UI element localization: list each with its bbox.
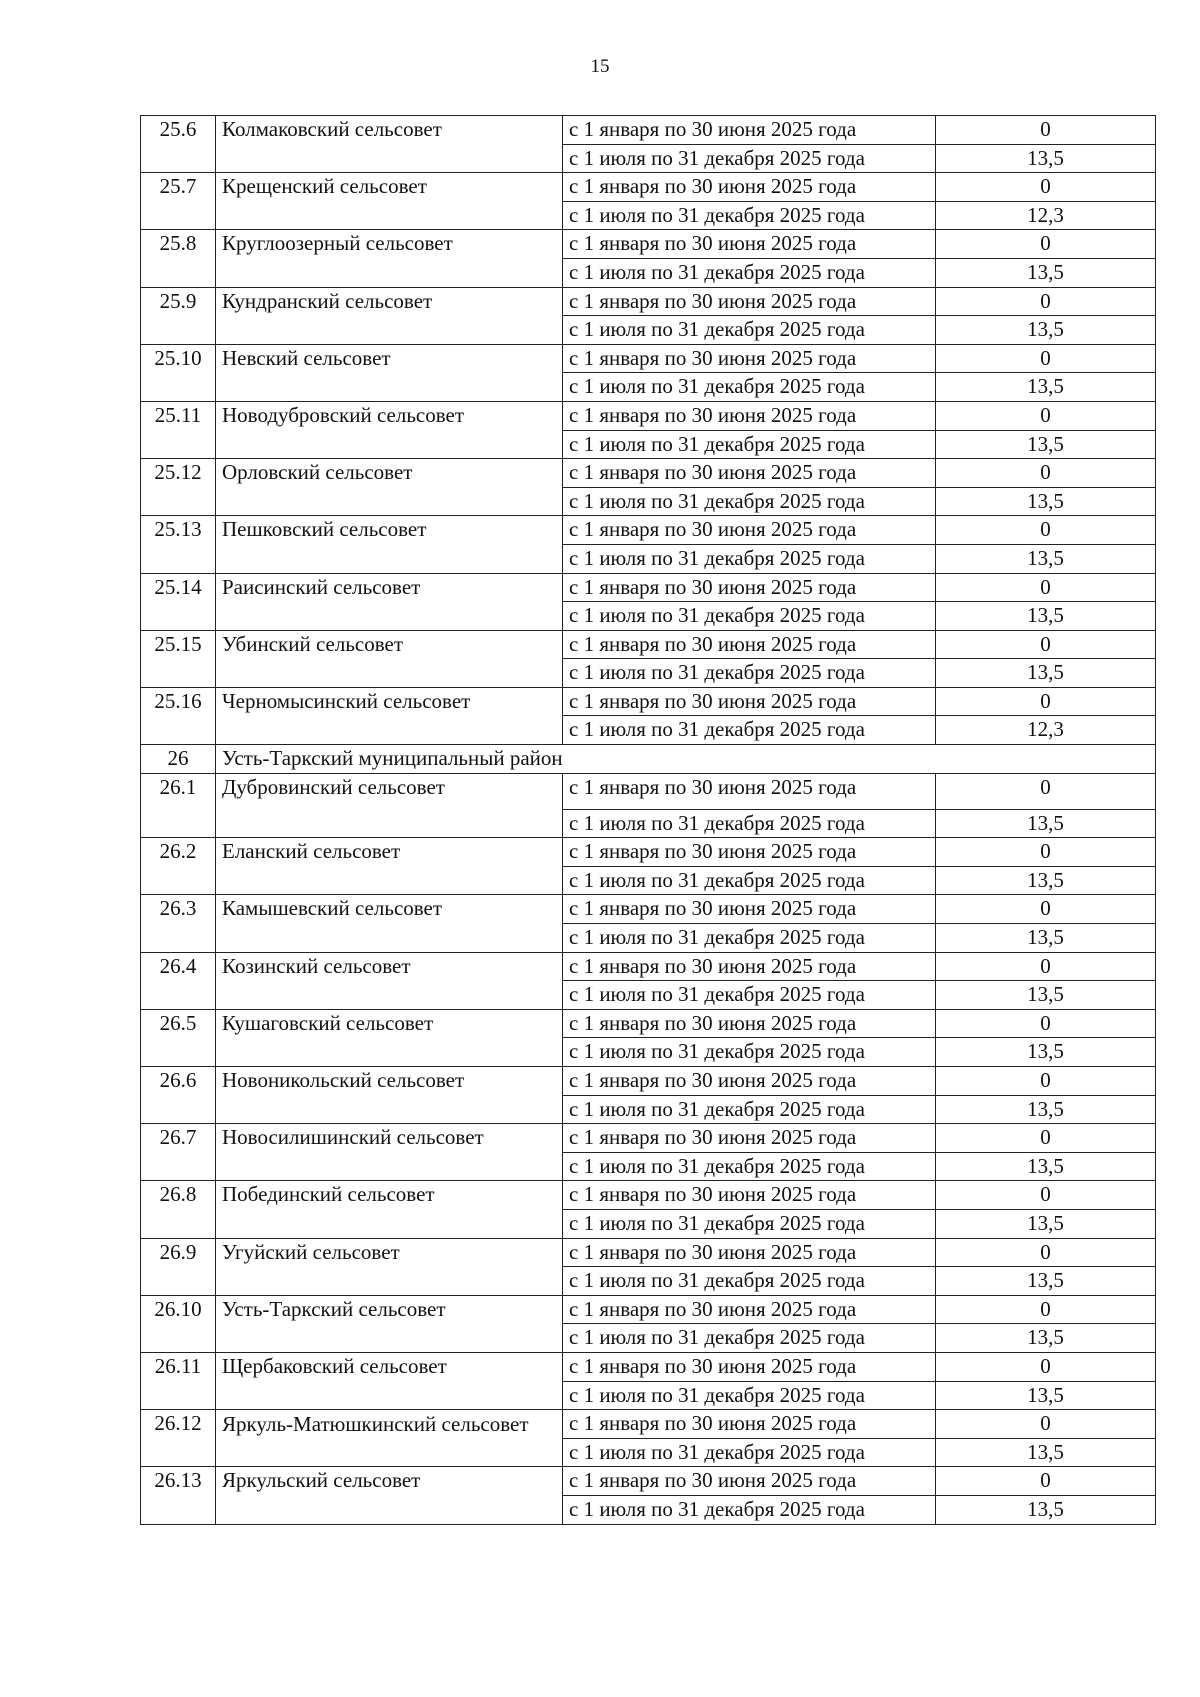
settlement-name: Дубровинский сельсовет [216, 773, 563, 838]
period-second-half: с 1 июля по 31 декабря 2025 года [563, 1267, 936, 1296]
period-second-half: с 1 июля по 31 декабря 2025 года [563, 981, 936, 1010]
period-second-half: с 1 июля по 31 декабря 2025 года [563, 659, 936, 688]
period-second-half: с 1 июля по 31 декабря 2025 года [563, 487, 936, 516]
settlement-name: Еланский сельсовет [216, 838, 563, 895]
table-body [141, 116, 1156, 1525]
period-second-half: с 1 июля по 31 декабря 2025 года [563, 866, 936, 895]
row-number: 25.9 [141, 287, 216, 344]
settlement-name: Крещенский сельсовет [216, 173, 563, 230]
period-first-half: с 1 января по 30 июня 2025 года [563, 838, 936, 867]
table-row [141, 1124, 1156, 1153]
district-number: 26 [141, 745, 216, 774]
value-second-half: 13,5 [936, 1038, 1156, 1067]
period-second-half: с 1 июля по 31 декабря 2025 года [563, 1209, 936, 1238]
settlement-name: Черномысинский сельсовет [216, 687, 563, 744]
period-second-half: с 1 июля по 31 декабря 2025 года [563, 316, 936, 345]
value-second-half: 13,5 [936, 1324, 1156, 1353]
district-row [141, 745, 1156, 774]
value-first-half: 0 [936, 573, 1156, 602]
period-second-half: с 1 июля по 31 декабря 2025 года [563, 602, 936, 631]
value-second-half: 13,5 [936, 1209, 1156, 1238]
settlement-name: Орловский сельсовет [216, 459, 563, 516]
row-number: 26.5 [141, 1009, 216, 1066]
period-first-half: с 1 января по 30 июня 2025 года [563, 173, 936, 202]
value-first-half: 0 [936, 401, 1156, 430]
period-first-half: с 1 января по 30 июня 2025 года [563, 401, 936, 430]
settlement-name: Новодубровский сельсовет [216, 401, 563, 458]
settlement-name: Новосилишинский сельсовет [216, 1124, 563, 1181]
row-number: 26.2 [141, 838, 216, 895]
settlement-name: Раисинский сельсовет [216, 573, 563, 630]
settlement-name: Невский сельсовет [216, 344, 563, 401]
period-first-half: с 1 января по 30 июня 2025 года [563, 952, 936, 981]
settlement-name: Круглоозерный сельсовет [216, 230, 563, 287]
value-first-half: 0 [936, 773, 1156, 809]
table-row [141, 173, 1156, 202]
settlement-name: Камышевский сельсовет [216, 895, 563, 952]
value-second-half: 13,5 [936, 1381, 1156, 1410]
row-number: 25.15 [141, 630, 216, 687]
value-second-half: 13,5 [936, 544, 1156, 573]
table-row [141, 1467, 1156, 1496]
row-number: 26.1 [141, 773, 216, 838]
table-row [141, 230, 1156, 259]
value-second-half: 13,5 [936, 144, 1156, 173]
value-first-half: 0 [936, 1410, 1156, 1439]
period-first-half: с 1 января по 30 июня 2025 года [563, 1295, 936, 1324]
value-first-half: 0 [936, 516, 1156, 545]
row-number: 25.14 [141, 573, 216, 630]
period-second-half: с 1 июля по 31 декабря 2025 года [563, 258, 936, 287]
period-second-half: с 1 июля по 31 декабря 2025 года [563, 144, 936, 173]
table-row [141, 344, 1156, 373]
value-first-half: 0 [936, 116, 1156, 145]
value-second-half: 12,3 [936, 201, 1156, 230]
table-row [141, 287, 1156, 316]
period-first-half: с 1 января по 30 июня 2025 года [563, 516, 936, 545]
period-second-half: с 1 июля по 31 декабря 2025 года [563, 544, 936, 573]
period-first-half: с 1 января по 30 июня 2025 года [563, 1124, 936, 1153]
value-second-half: 13,5 [936, 924, 1156, 953]
value-second-half: 13,5 [936, 1495, 1156, 1524]
value-first-half: 0 [936, 1467, 1156, 1496]
row-number: 26.10 [141, 1295, 216, 1352]
table-row [141, 773, 1156, 809]
period-first-half: с 1 января по 30 июня 2025 года [563, 1467, 936, 1496]
value-first-half: 0 [936, 630, 1156, 659]
period-first-half: с 1 января по 30 июня 2025 года [563, 1009, 936, 1038]
table-row [141, 687, 1156, 716]
value-first-half: 0 [936, 1295, 1156, 1324]
value-first-half: 0 [936, 287, 1156, 316]
row-number: 26.11 [141, 1352, 216, 1409]
period-first-half: с 1 января по 30 июня 2025 года [563, 773, 936, 809]
table-row [141, 1410, 1156, 1439]
period-first-half: с 1 января по 30 июня 2025 года [563, 1181, 936, 1210]
row-number: 26.4 [141, 952, 216, 1009]
row-number: 25.7 [141, 173, 216, 230]
row-number: 25.12 [141, 459, 216, 516]
table-row [141, 573, 1156, 602]
value-first-half: 0 [936, 1352, 1156, 1381]
value-first-half: 0 [936, 952, 1156, 981]
period-first-half: с 1 января по 30 июня 2025 года [563, 573, 936, 602]
value-first-half: 0 [936, 1238, 1156, 1267]
period-second-half: с 1 июля по 31 декабря 2025 года [563, 1438, 936, 1467]
value-second-half: 13,5 [936, 373, 1156, 402]
settlement-name: Новоникольский сельсовет [216, 1067, 563, 1124]
period-first-half: с 1 января по 30 июня 2025 года [563, 630, 936, 659]
value-first-half: 0 [936, 838, 1156, 867]
value-second-half: 13,5 [936, 316, 1156, 345]
row-number: 26.6 [141, 1067, 216, 1124]
value-second-half: 12,3 [936, 716, 1156, 745]
period-second-half: с 1 июля по 31 декабря 2025 года [563, 1495, 936, 1524]
value-first-half: 0 [936, 895, 1156, 924]
table-row [141, 1295, 1156, 1324]
table-row [141, 630, 1156, 659]
settlement-name: Побединский сельсовет [216, 1181, 563, 1238]
value-first-half: 0 [936, 1009, 1156, 1038]
settlement-name: Яркуль-Матюшкинский сельсовет [216, 1410, 563, 1467]
value-second-half: 13,5 [936, 258, 1156, 287]
value-first-half: 0 [936, 230, 1156, 259]
table-row [141, 516, 1156, 545]
period-first-half: с 1 января по 30 июня 2025 года [563, 459, 936, 488]
table-row [141, 838, 1156, 867]
period-second-half: с 1 июля по 31 декабря 2025 года [563, 924, 936, 953]
value-second-half: 13,5 [936, 430, 1156, 459]
value-second-half: 13,5 [936, 1267, 1156, 1296]
value-first-half: 0 [936, 1124, 1156, 1153]
settlement-name: Яркульский сельсовет [216, 1467, 563, 1524]
value-second-half: 13,5 [936, 809, 1156, 838]
row-number: 25.16 [141, 687, 216, 744]
value-second-half: 13,5 [936, 866, 1156, 895]
table-row [141, 1067, 1156, 1096]
period-first-half: с 1 января по 30 июня 2025 года [563, 287, 936, 316]
row-number: 26.7 [141, 1124, 216, 1181]
value-second-half: 13,5 [936, 487, 1156, 516]
table-row [141, 895, 1156, 924]
settlement-name: Угуйский сельсовет [216, 1238, 563, 1295]
settlement-name: Пешковский сельсовет [216, 516, 563, 573]
value-second-half: 13,5 [936, 602, 1156, 631]
value-first-half: 0 [936, 173, 1156, 202]
period-second-half: с 1 июля по 31 декабря 2025 года [563, 1095, 936, 1124]
rates-table [140, 115, 1156, 1525]
row-number: 26.12 [141, 1410, 216, 1467]
period-second-half: с 1 июля по 31 декабря 2025 года [563, 1038, 936, 1067]
period-first-half: с 1 января по 30 июня 2025 года [563, 116, 936, 145]
value-second-half: 13,5 [936, 1095, 1156, 1124]
settlement-name: Убинский сельсовет [216, 630, 563, 687]
period-second-half: с 1 июля по 31 декабря 2025 года [563, 430, 936, 459]
row-number: 26.8 [141, 1181, 216, 1238]
table-row [141, 1238, 1156, 1267]
settlement-name: Щербаковский сельсовет [216, 1352, 563, 1409]
table-row [141, 459, 1156, 488]
value-first-half: 0 [936, 344, 1156, 373]
table-row [141, 952, 1156, 981]
row-number: 26.13 [141, 1467, 216, 1524]
period-first-half: с 1 января по 30 июня 2025 года [563, 230, 936, 259]
row-number: 25.11 [141, 401, 216, 458]
value-second-half: 13,5 [936, 1152, 1156, 1181]
table-row [141, 1009, 1156, 1038]
settlement-name: Козинский сельсовет [216, 952, 563, 1009]
row-number: 25.13 [141, 516, 216, 573]
value-second-half: 13,5 [936, 1438, 1156, 1467]
table-row [141, 1352, 1156, 1381]
value-first-half: 0 [936, 1067, 1156, 1096]
period-second-half: с 1 июля по 31 декабря 2025 года [563, 1324, 936, 1353]
settlement-name: Кушаговский сельсовет [216, 1009, 563, 1066]
table-row [141, 401, 1156, 430]
period-second-half: с 1 июля по 31 декабря 2025 года [563, 373, 936, 402]
settlement-name: Усть-Таркский сельсовет [216, 1295, 563, 1352]
period-second-half: с 1 июля по 31 декабря 2025 года [563, 809, 936, 838]
row-number: 25.8 [141, 230, 216, 287]
row-number: 25.10 [141, 344, 216, 401]
row-number: 25.6 [141, 116, 216, 173]
period-second-half: с 1 июля по 31 декабря 2025 года [563, 1381, 936, 1410]
value-first-half: 0 [936, 459, 1156, 488]
district-name: Усть-Таркский муниципальный район [216, 745, 1156, 774]
table-row [141, 116, 1156, 145]
value-second-half: 13,5 [936, 659, 1156, 688]
table-row [141, 1181, 1156, 1210]
period-first-half: с 1 января по 30 июня 2025 года [563, 1238, 936, 1267]
period-first-half: с 1 января по 30 июня 2025 года [563, 344, 936, 373]
row-number: 26.3 [141, 895, 216, 952]
period-first-half: с 1 января по 30 июня 2025 года [563, 687, 936, 716]
period-first-half: с 1 января по 30 июня 2025 года [563, 1067, 936, 1096]
value-second-half: 13,5 [936, 981, 1156, 1010]
row-number: 26.9 [141, 1238, 216, 1295]
value-first-half: 0 [936, 687, 1156, 716]
period-first-half: с 1 января по 30 июня 2025 года [563, 1410, 936, 1439]
period-second-half: с 1 июля по 31 декабря 2025 года [563, 201, 936, 230]
value-first-half: 0 [936, 1181, 1156, 1210]
period-first-half: с 1 января по 30 июня 2025 года [563, 895, 936, 924]
page-number: 15 [590, 56, 610, 77]
period-first-half: с 1 января по 30 июня 2025 года [563, 1352, 936, 1381]
period-second-half: с 1 июля по 31 декабря 2025 года [563, 716, 936, 745]
settlement-name: Кундранский сельсовет [216, 287, 563, 344]
settlement-name: Колмаковский сельсовет [216, 116, 563, 173]
period-second-half: с 1 июля по 31 декабря 2025 года [563, 1152, 936, 1181]
